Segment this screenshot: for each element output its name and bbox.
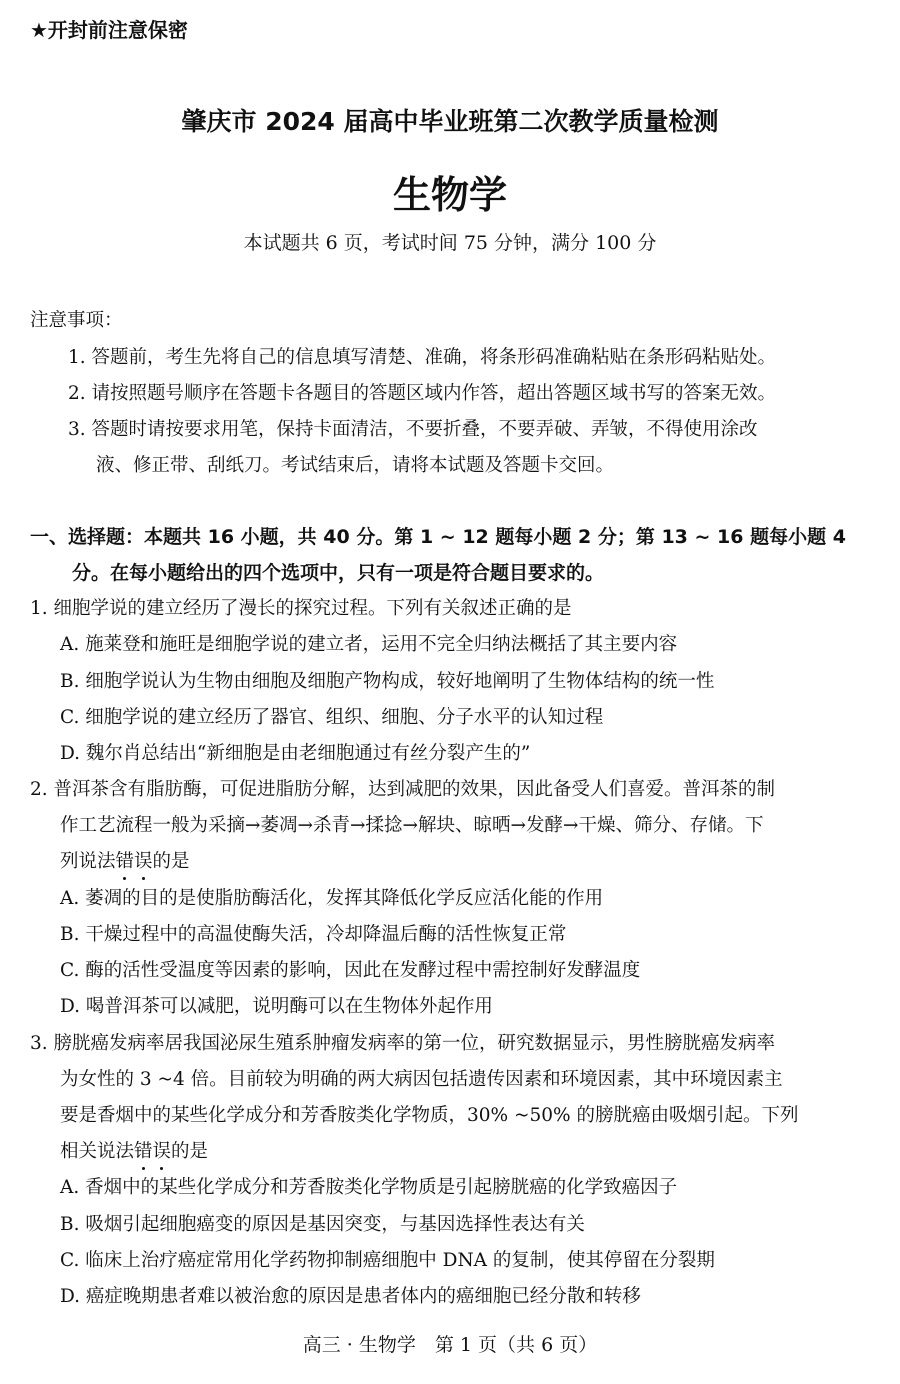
notice-heading: 注意事项： — [30, 310, 123, 331]
q1-stem: 1. 细胞学说的建立经历了漫长的探究过程。下列有关叙述正确的是 — [30, 598, 572, 619]
q2-option-c: C. 酶的活性受温度等因素的影响，因此在发酵过程中需控制好发酵温度 — [60, 960, 641, 981]
exam-info: 本试题共 6 页，考试时间 75 分钟，满分 100 分 — [243, 232, 657, 254]
page-footer: 高三 · 生物学 第 1 页（共 6 页） — [302, 1334, 598, 1356]
q3-option-b: B. 吸烟引起细胞癌变的原因是基因突变，与基因选择性表达有关 — [60, 1214, 585, 1235]
q3-option-a: A. 香烟中的某些化学成分和芳香胺类化学物质是引起膀胱癌的化学致癌因子 — [60, 1177, 678, 1198]
q3-option-c: C. 临床上治疗癌症常用化学药物抑制癌细胞中 DNA 的复制，使其停留在分裂期 — [60, 1250, 715, 1271]
q2-stem-line3 — [60, 847, 190, 873]
q2-option-a: A. 萎凋的目的是使脂肪酶活化，发挥其降低化学反应活化能的作用 — [60, 888, 604, 909]
q3-stem-line2: 为女性的 3 ~4 倍。目前较为明确的两大病因包括遗传因素和环境因素，其中环境因素主 — [60, 1069, 783, 1090]
q3-emphasis-char-1: 错 — [134, 1137, 153, 1163]
q3-stem-line4-pre: 相关说法 — [60, 1141, 135, 1162]
subject-title: 生物学 — [392, 173, 507, 217]
section-heading-line1: 一、选择题：本题共 16 小题，共 40 分。第 1 ~ 12 题每小题 2 分；第 13 ~ 16 题每小题 4 — [30, 526, 846, 548]
q2-option-b: B. 干燥过程中的高温使酶失活，冷却降温后酶的活性恢复正常 — [60, 924, 567, 945]
q2-stem-line2: 作工艺流程一般为采摘→萎凋→杀青→揉捻→解块、晾晒→发酵→干燥、筛分、存储。下 — [60, 815, 764, 836]
q3-stem-line4 — [60, 1137, 208, 1163]
notice-item-1: 1. 答题前，考生先将自己的信息填写清楚、准确，将条形码准确粘贴在条形码粘贴处。 — [68, 347, 777, 368]
q2-option-d: D. 喝普洱茶可以减肥，说明酶可以在生物体外起作用 — [60, 996, 493, 1017]
q1-option-b: B. 细胞学说认为生物由细胞及细胞产物构成，较好地阐明了生物体结构的统一性 — [60, 671, 715, 692]
notice-item-3: 3. 答题时请按要求用笔，保持卡面清洁，不要折叠，不要弄破、弄皱，不得使用涂改 — [68, 419, 758, 440]
q1-option-d: D. 魏尔肖总结出“新细胞是由老细胞通过有丝分裂产生的” — [60, 743, 531, 764]
notice-item-3-cont: 液、修正带、刮纸刀。考试结束后，请将本试题及答题卡交回。 — [96, 455, 615, 476]
q2-stem-line3-pre: 列说法 — [60, 851, 116, 872]
q3-stem-line3: 要是香烟中的某些化学成分和芳香胺类化学物质，30% ~50% 的膀胱癌由吸烟引起。下列 — [60, 1105, 799, 1126]
section-heading-line2: 分。在每小题给出的四个选项中，只有一项是符合题目要求的。 — [72, 562, 605, 584]
q3-option-d: D. 癌症晚期患者难以被治愈的原因是患者体内的癌细胞已经分散和转移 — [60, 1286, 641, 1307]
q1-option-a: A. 施莱登和施旺是细胞学说的建立者，运用不完全归纳法概括了其主要内容 — [60, 634, 678, 655]
q2-stem-line1: 2. 普洱茶含有脂肪酶，可促进脂肪分解，达到减肥的效果，因此备受人们喜爱。普洱茶的制 — [30, 779, 776, 800]
q2-emphasis-char-2: 误 — [134, 847, 153, 873]
q3-emphasis-char-2: 误 — [153, 1137, 172, 1163]
q2-stem-line3-post: 的是 — [152, 851, 190, 872]
exam-title: 肇庆市 2024 届高中毕业班第二次教学质量检测 — [181, 107, 719, 136]
confidential-label: ★开封前注意保密 — [30, 18, 188, 42]
q1-option-c: C. 细胞学说的建立经历了器官、组织、细胞、分子水平的认知过程 — [60, 707, 604, 728]
q3-stem-line1: 3. 膀胱癌发病率居我国泌尿生殖系肿瘤发病率的第一位，研究数据显示，男性膀胱癌发病率 — [30, 1033, 776, 1054]
notice-item-2: 2. 请按照题号顺序在答题卡各题目的答题区域内作答，超出答题区域书写的答案无效。 — [68, 383, 777, 404]
q3-stem-line4-post: 的是 — [171, 1141, 209, 1162]
q2-emphasis-char-1: 错 — [116, 847, 135, 873]
